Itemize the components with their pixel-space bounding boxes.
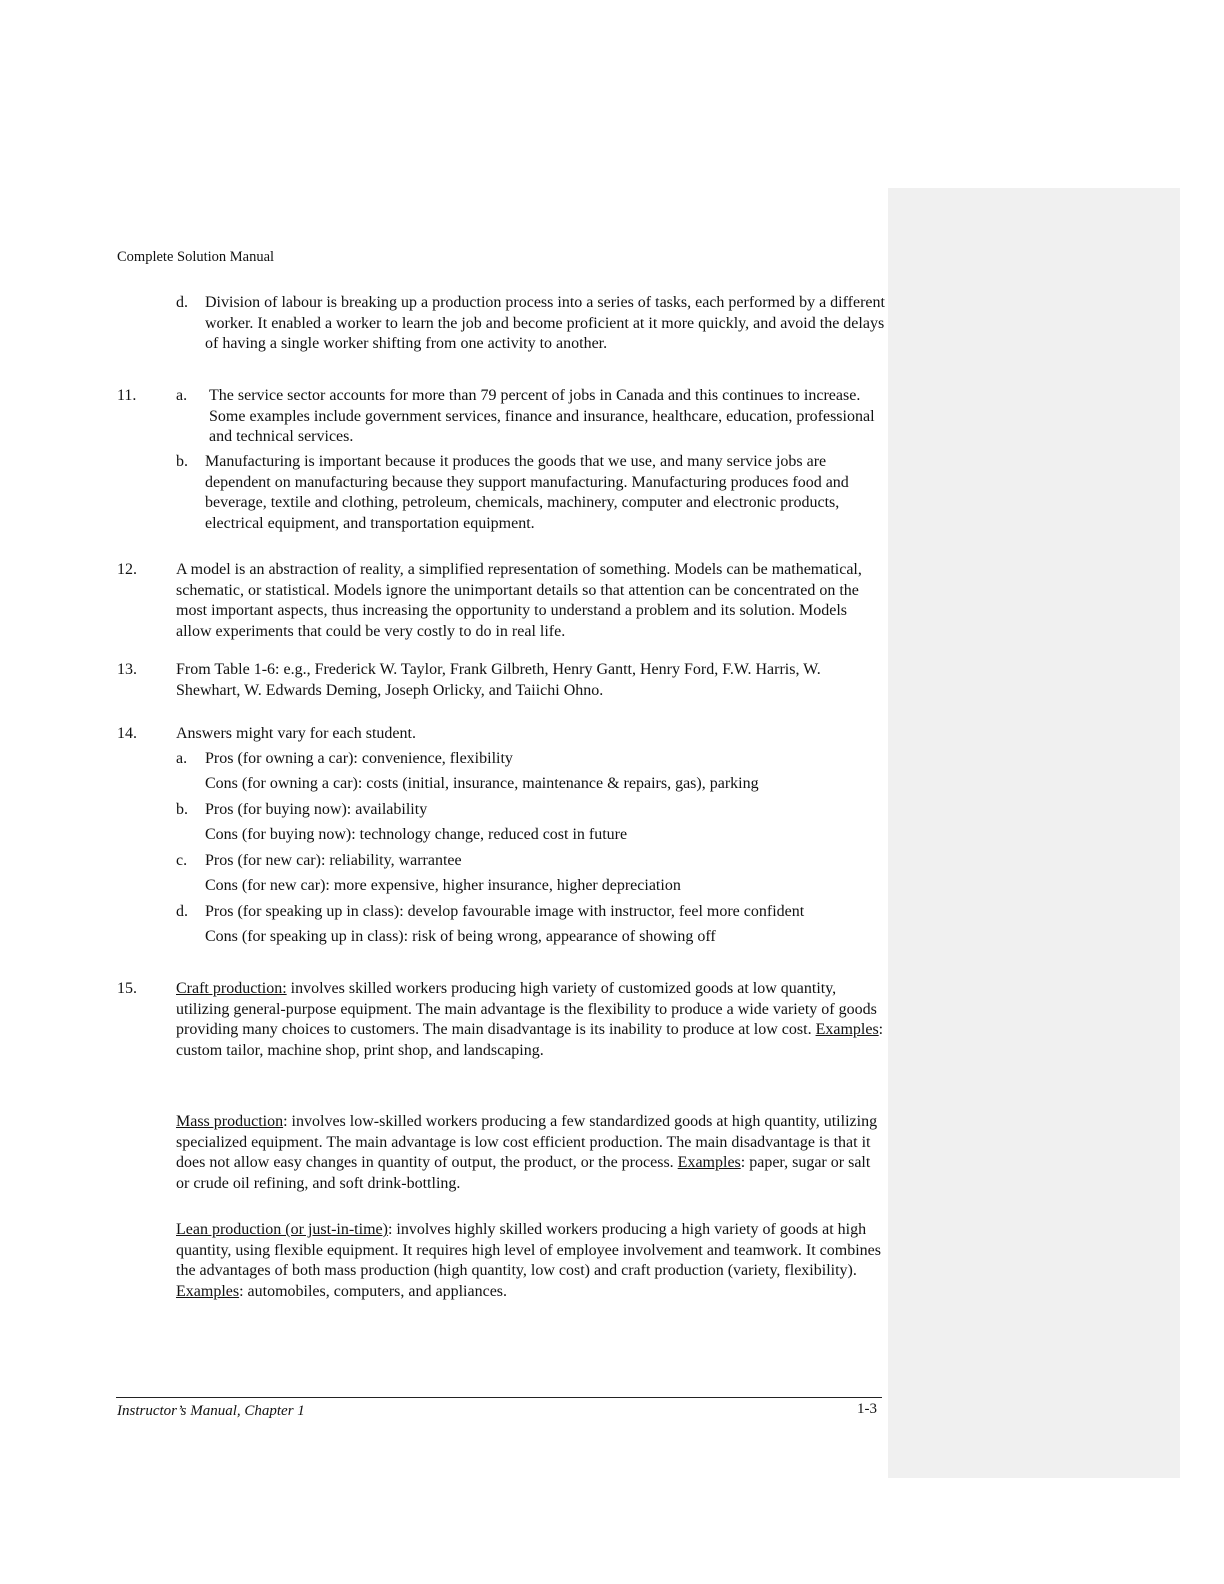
lean-examples: : automobiles, computers, and appliances. bbox=[239, 1283, 508, 1301]
mass-text: : involves low-skilled workers producing a few standardized goods at high quantity, utilizing specialized equipment. The main advantage is low cost efficient production. The main disadvantage is that it does not allow easy changes in quantity of output, the product, or the process. bbox=[176, 1113, 878, 1172]
craft-examples: : custom tailor, machine shop, print shop, and landscaping. bbox=[176, 1021, 884, 1060]
q14-item-a bbox=[176, 749, 886, 770]
item-text: Division of labour is breaking up a production process into a series of tasks, each performed by a different worker. It enabled a worker to learn the job and become proficient at it more quickly, and avoid the delays of having a single worker shifting from one activity to another. bbox=[205, 294, 885, 353]
q14-item-d-cons bbox=[176, 927, 886, 948]
item-label: c. bbox=[176, 852, 188, 869]
item-text: The service sector accounts for more than 79 percent of jobs in Canada and this continues to increase. Some examples include government services, finance and insurance, healthcare, education, professional and technical services. bbox=[209, 387, 875, 446]
running-head: Complete Solution Manual bbox=[117, 249, 275, 265]
craft-text: involves skilled workers producing high variety of customized goods at low quantity, utilizing general-purpose equipment. The main advantage is the flexibility to produce a wide variety of goods providing many choices to customers. The main disadvantage is its inability to produce at low cost. bbox=[176, 980, 877, 1039]
item-text: Manufacturing is important because it produces the goods that we use, and many service jobs are dependent on manufacturing because they support manufacturing. Manufacturing produces food and beverage, textile and clothing, petroleum, chemicals, machinery, computer and electronic products, electrical equipment, and transportation equipment. bbox=[205, 453, 849, 533]
q10-item-d bbox=[176, 293, 886, 355]
q14-item-c-cons bbox=[176, 876, 886, 897]
q14-item-b bbox=[176, 800, 886, 821]
q14-item-c bbox=[176, 851, 886, 872]
comment-pane bbox=[888, 188, 1180, 1478]
question-number-15: 15. bbox=[117, 980, 137, 997]
q15-craft-production bbox=[176, 979, 886, 1062]
pros-text: Pros (for speaking up in class): develop favourable image with instructor, feel more confident bbox=[205, 903, 805, 920]
term-lean-production: Lean production (or just-in-time) bbox=[176, 1221, 388, 1238]
cons-text: Cons (for owning a car): costs (initial, insurance, maintenance & repairs, gas), parking bbox=[205, 775, 759, 792]
footer-rule bbox=[116, 1397, 882, 1398]
pros-text: Pros (for new car): reliability, warrantee bbox=[205, 852, 462, 869]
item-label: d. bbox=[176, 903, 188, 920]
lean-text: : involves highly skilled workers producing a high variety of goods at high quantity, using flexible equipment. It requires high level of employee involvement and teamwork. It combines the advantages of both mass production (high quantity, low cost) and craft production (variety, flexibility). bbox=[176, 1221, 881, 1280]
item-label: b. bbox=[176, 801, 188, 818]
term-craft-production: Craft production: bbox=[176, 980, 287, 997]
mass-examples: : paper, sugar or salt or crude oil refining, and soft drink-bottling. bbox=[176, 1154, 871, 1193]
cons-text: Cons (for buying now): technology change, reduced cost in future bbox=[205, 826, 628, 843]
examples-label: Examples bbox=[677, 1154, 741, 1172]
term-mass-production: Mass production bbox=[176, 1113, 284, 1130]
q11-item-b bbox=[176, 452, 886, 535]
item-label: a. bbox=[176, 387, 188, 404]
question-number-14: 14. bbox=[117, 725, 137, 742]
q13-answer: From Table 1-6: e.g., Frederick W. Taylor, Frank Gilbreth, Henry Gantt, Henry Ford, F.W. Harris, W. Shewhart, W. Edwards Deming, Joseph Orlicky, and Taiichi Ohno. bbox=[176, 661, 821, 699]
item-label: a. bbox=[176, 750, 188, 767]
q15-lean-production bbox=[176, 1220, 886, 1303]
examples-label: Examples bbox=[176, 1283, 240, 1301]
item-label: b. bbox=[176, 453, 188, 470]
question-number-13: 13. bbox=[117, 661, 137, 678]
question-number-12: 12. bbox=[117, 561, 137, 578]
q15-mass-production bbox=[176, 1112, 886, 1195]
q14-item-b-cons bbox=[176, 825, 886, 846]
page-number: 1-3 bbox=[857, 1401, 877, 1417]
question-number-11: 11. bbox=[117, 387, 137, 404]
cons-text: Cons (for new car): more expensive, higher insurance, higher depreciation bbox=[205, 877, 681, 894]
pros-text: Pros (for owning a car): convenience, flexibility bbox=[205, 750, 513, 767]
examples-label: Examples bbox=[815, 1021, 879, 1039]
q14-item-d bbox=[176, 902, 886, 923]
q14-intro: Answers might vary for each student. bbox=[176, 725, 416, 742]
q12-answer: A model is an abstraction of reality, a simplified representation of something. Models can be mathematical, schematic, or statistical. Models ignore the unimportant details so that attention can be concentrated on the most important aspects, thus increasing the opportunity to understand a problem and its solution. Models allow experiments that could be very costly to do in real life. bbox=[176, 561, 862, 641]
item-label: d. bbox=[176, 294, 188, 311]
cons-text: Cons (for speaking up in class): risk of being wrong, appearance of showing off bbox=[205, 928, 716, 945]
q14-item-a-cons bbox=[176, 774, 886, 795]
pros-text: Pros (for buying now): availability bbox=[205, 801, 428, 818]
footer-chapter: Instructor’s Manual, Chapter 1 bbox=[117, 1403, 305, 1419]
q11-item-a bbox=[176, 386, 886, 448]
